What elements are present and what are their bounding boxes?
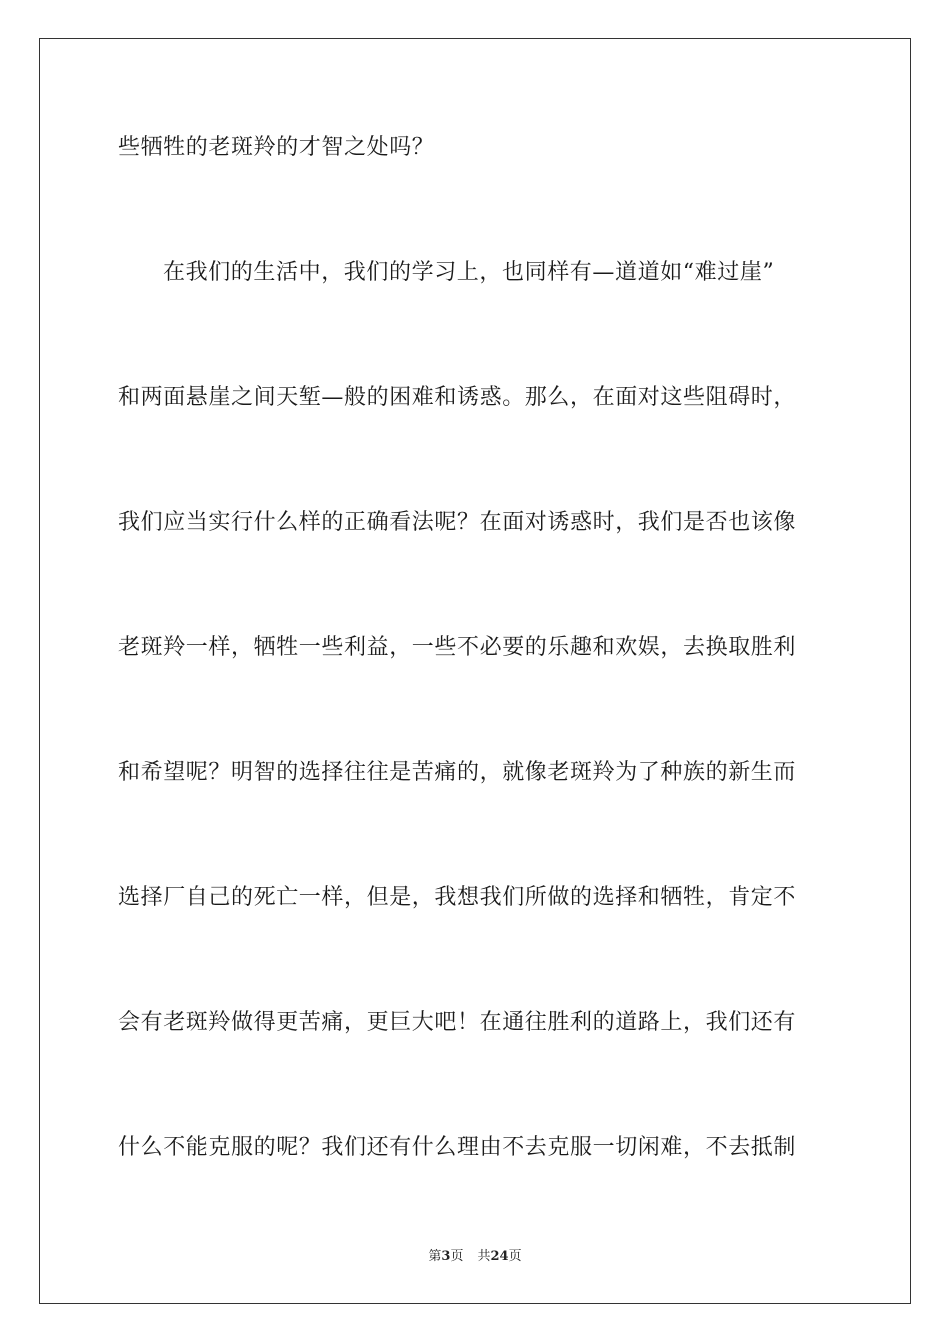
body-text-line-1: 些牺牲的老斑羚的才智之处吗？ (118, 135, 435, 160)
body-text-line-5: 老斑羚一样，牺牲一些利益，一些不必要的乐趣和欢娱，去换取胜利 (118, 635, 797, 660)
body-text-line-8: 会有老斑羚做得更苦痛，更巨大吧！在通往胜利的道路上，我们还有 (118, 1010, 797, 1035)
body-text-line-3: 和两面悬崖之间天堑—般的困难和诱惑。那么，在面对这些阻碍时， (118, 385, 797, 410)
body-text-line-9: 什么不能克服的呢？我们还有什么理由不去克服一切闲难，不去抵制 (118, 1135, 797, 1160)
page-number-label: 第3页 (428, 1249, 464, 1264)
page-footer (0, 1248, 950, 1266)
page-border (39, 38, 911, 1304)
body-text-line-4: 我们应当实行什么样的正确看法呢？在面对诱惑时，我们是否也该像 (118, 510, 797, 535)
total-pages-label: 共24页 (477, 1249, 522, 1264)
body-text-line-7: 选择厂自己的死亡一样，但是，我想我们所做的选择和牺牲，肯定不 (118, 885, 797, 910)
body-text-line-2: 在我们的生活中，我们的学习上，也同样有—道道如“难过崖” (163, 260, 775, 285)
body-text-line-6: 和希望呢？明智的选择往往是苦痛的，就像老斑羚为了种族的新生而 (118, 760, 797, 785)
